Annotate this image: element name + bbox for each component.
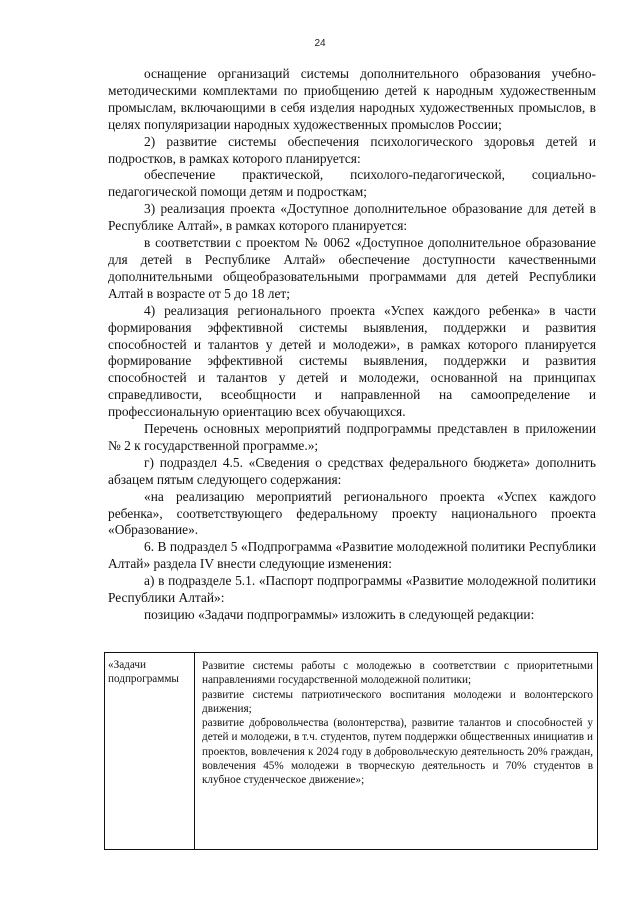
paragraph: 4) реализация регионального проекта «Успех каждого ребенка» в части формирования эффективной системы выявления, поддержки и развития способностей и талантов у детей и молодежи», в рамках которого планируется формирование эффективной системы выявления, поддержки и развития способностей и талантов у детей и молодежи, основанной на принципах справедливости, всеобщности и направленной на самоопределение и профессиональную ориентацию всех обучающихся.: [108, 302, 596, 420]
tasks-table: [104, 652, 598, 850]
paragraph: г) подраздел 4.5. «Сведения о средствах федерального бюджета» дополнить абзацем пятым следующего содержания:: [108, 454, 596, 487]
paragraph: в соответствии с проектом № 0062 «Доступное дополнительное образование для детей в Республике Алтай» обеспечение доступности качественными дополнительными общеобразовательными программами для детей Республики Алтай в возрасте от 5 до 18 лет;: [108, 235, 596, 301]
table-cell-paragraph: развитие системы патриотического воспитания молодежи и волонтерского движения;: [202, 688, 593, 715]
paragraph: 6. В подраздел 5 «Подпрограмма «Развитие молодежной политики Республики Алтай» раздела IV внести следующие изменения:: [108, 539, 596, 572]
paragraph: позицию «Задачи подпрограммы» изложить в следующей редакции:: [144, 607, 535, 622]
paragraph: а) в подразделе 5.1. «Паспорт подпрограммы «Развитие молодежной политики Республики Алтай»:: [108, 573, 596, 606]
table-cell-heading-text: «Задачи подпрограммы: [108, 659, 179, 685]
table-cell-heading: [105, 653, 195, 849]
paragraph: оснащение организаций системы дополнительного образования учебно-методическими комплектами по приобщению детей к народным художественным промыслам, включающими в себя изделия народных художественных промыслов, в целях популяризации народных художественных промыслов России;: [108, 66, 596, 132]
paragraph: обеспечение практической, психолого-педагогической, социально-педагогической помощи детям и подросткам;: [108, 167, 596, 200]
table-cell-paragraph: развитие добровольчества (волонтерства), развитие талантов и способностей у детей и молодежи, в т.ч. студентов, путем поддержки общественных инициатив и проектов, вовлечения к 2024 году в добровольческую деятельность 20% граждан, вовлечения 45% молодежи в творческую деятельность и 70% студентов в клубное студенческое движение»;: [202, 717, 593, 787]
paragraph: 3) реализация проекта «Доступное дополнительное образование для детей в Республике Алтай», в рамках которого планируется:: [108, 201, 596, 234]
table-cell-paragraph: Развитие системы работы с молодежью в соответствии с приоритетными направлениями государственной молодежной политики;: [202, 660, 593, 687]
paragraph: 2) развитие системы обеспечения психологического здоровья детей и подростков, в рамках которого планируется:: [108, 133, 596, 166]
document-body: [108, 66, 596, 624]
paragraph: Перечень основных мероприятий подпрограммы представлен в приложении № 2 к государственной программе.»;: [108, 421, 596, 453]
page-number: 24: [314, 38, 326, 49]
paragraph: «на реализацию мероприятий регионального проекта «Успех каждого ребенка», соответствующего федеральному проекту национального проекта «Образование».: [108, 488, 596, 538]
table-cell-content: [196, 653, 597, 849]
